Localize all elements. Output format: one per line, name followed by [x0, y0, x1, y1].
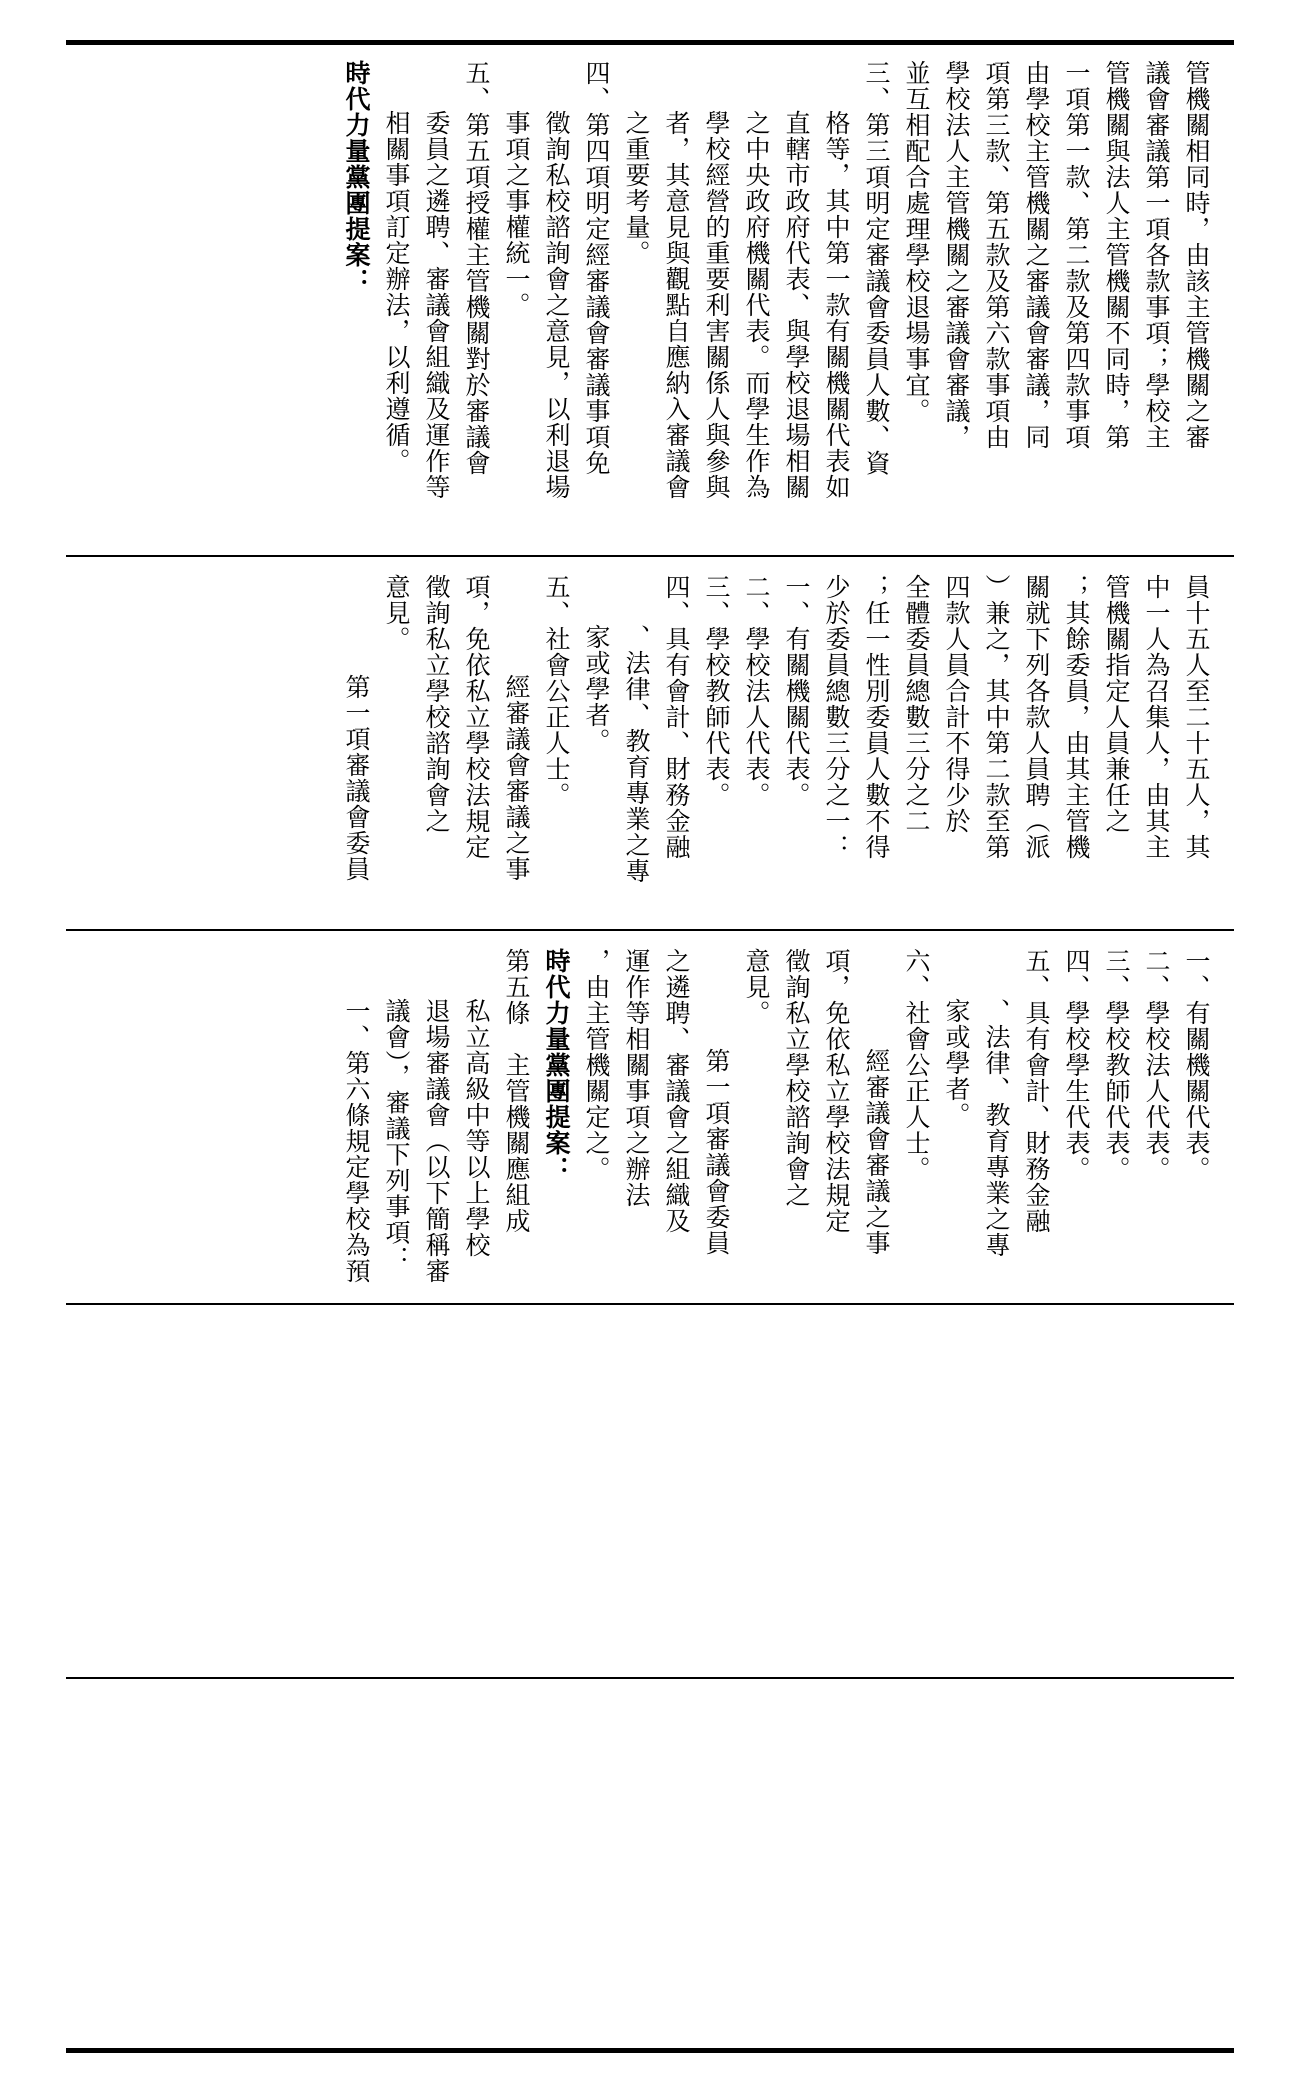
text-line: 退場審議會（以下簡稱審 — [422, 998, 451, 1284]
text-line: 項第三款、第五款及第六款事項由 — [982, 60, 1011, 450]
cell-2-text — [336, 574, 1216, 884]
text-line: 五、第五項授權主管機關對於審議會 — [462, 60, 491, 476]
cell-1 — [66, 44, 1234, 554]
text-line: 議會審議第一項各款事項；學校主 — [1142, 60, 1171, 450]
text-line: 三、第三項明定審議會委員人數、資 — [862, 60, 891, 476]
text-line: 項，免依私立學校法規定 — [462, 574, 491, 860]
cell-1-text — [336, 60, 1216, 500]
text-line: 徵詢私立學校諮詢會之 — [422, 574, 451, 834]
cell-5 — [66, 1680, 1234, 2045]
text-line: 員十五人至二十五人，其 — [1182, 574, 1211, 860]
text-line: 關就下列各款人員聘（派 — [1022, 574, 1051, 860]
text-line: 一、有關機關代表。 — [782, 574, 811, 808]
text-line: ；其餘委員，由其主管機 — [1062, 574, 1091, 860]
text-line: 五、具有會計、財務金融 — [1022, 948, 1051, 1234]
row-divider-4 — [66, 1677, 1234, 1679]
text-line: 私立高級中等以上學校 — [462, 998, 491, 1258]
text-line: 議會），審議下列事項： — [382, 998, 411, 1272]
bottom-rule — [66, 2048, 1234, 2053]
text-line: 管機關指定人員兼任之 — [1102, 574, 1131, 834]
text-line: 經審議會審議之事 — [502, 674, 531, 882]
text-line: 學校經營的重要利害關係人與參與 — [702, 110, 731, 500]
text-line: 三、學校教師代表。 — [1102, 948, 1131, 1182]
text-line: 三、學校教師代表。 — [702, 574, 731, 808]
row-divider-1 — [66, 555, 1234, 557]
text-line: 並互相配合處理學校退場事宜。 — [902, 60, 931, 424]
text-line: 格等，其中第一款有關機關代表如 — [822, 110, 851, 500]
text-line: 四、第四項明定經審議會審議事項免 — [582, 60, 611, 476]
text-line: 一、第六條規定學校為預 — [342, 998, 371, 1284]
text-line: 少於委員總數三分之一： — [822, 574, 851, 860]
text-line: 者，其意見與觀點自應納入審議會 — [662, 110, 691, 500]
row-divider-3 — [66, 1303, 1234, 1305]
cell-2 — [66, 558, 1234, 928]
text-line: ，由主管機關定之。 — [582, 948, 611, 1182]
text-line: 管機關與法人主管機關不同時，第 — [1102, 60, 1131, 450]
text-line: 直轄市政府代表、與學校退場相關 — [782, 110, 811, 500]
cell-3 — [66, 932, 1234, 1302]
text-line: 相關事項訂定辦法，以利遵循。 — [382, 110, 411, 474]
text-line: 四款人員合計不得少於 — [942, 574, 971, 834]
text-line: 五、社會公正人士。 — [542, 574, 571, 808]
text-line: 之重要考量。 — [622, 110, 651, 266]
text-line: 之遴聘、審議會之組織及 — [662, 948, 691, 1234]
text-line: 學校法人主管機關之審議會審議， — [942, 60, 971, 450]
text-line: 項，免依私立學校法規定 — [822, 948, 851, 1234]
text-line: 意見。 — [742, 948, 771, 1026]
cell-4 — [66, 1306, 1234, 1676]
cell-3-text — [336, 948, 1216, 1284]
section-heading: 時代力量黨團提案： — [542, 948, 571, 1182]
text-line: 管機關相同時，由該主管機關之審 — [1182, 60, 1211, 450]
text-line: 六、社會公正人士。 — [902, 948, 931, 1182]
text-line: ；任一性別委員人數不得 — [862, 574, 891, 860]
text-line: 中一人為召集人，由其主 — [1142, 574, 1171, 860]
text-line: 、法律、教育專業之專 — [982, 998, 1011, 1258]
text-line: 一、有關機關代表。 — [1182, 948, 1211, 1182]
text-line: 之中央政府機關代表。而學生作為 — [742, 110, 771, 500]
section-heading: 時代力量黨團提案： — [342, 60, 371, 294]
text-line: 四、學校學生代表。 — [1062, 948, 1091, 1182]
text-line: 意見。 — [382, 574, 411, 652]
text-line: 四、具有會計、財務金融 — [662, 574, 691, 860]
text-line: 委員之遴聘、審議會組織及運作等 — [422, 110, 451, 500]
text-line: 由學校主管機關之審議會審議，同 — [1022, 60, 1051, 450]
text-line: 家或學者。 — [582, 624, 611, 754]
text-line: 經審議會審議之事 — [862, 1048, 891, 1256]
text-line: 二、學校法人代表。 — [742, 574, 771, 808]
text-line: 二、學校法人代表。 — [1142, 948, 1171, 1182]
text-line: 家或學者。 — [942, 998, 971, 1128]
text-line: 第五條 主管機關應組成 — [502, 948, 531, 1234]
row-divider-2 — [66, 929, 1234, 931]
text-line: 運作等相關事項之辦法 — [622, 948, 651, 1208]
text-line: ）兼之，其中第二款至第 — [982, 574, 1011, 860]
text-line: 、法律、教育專業之專 — [622, 624, 651, 884]
text-line: 第一項審議會委員 — [342, 674, 371, 882]
text-line: 徵詢私立學校諮詢會之 — [782, 948, 811, 1208]
text-line: 全體委員總數三分之二 — [902, 574, 931, 834]
text-line: 第一項審議會委員 — [702, 1048, 731, 1256]
text-line: 事項之事權統一。 — [502, 110, 531, 318]
text-line: 徵詢私校諮詢會之意見，以利退場 — [542, 110, 571, 500]
text-line: 一項第一款、第二款及第四款事項 — [1062, 60, 1091, 450]
